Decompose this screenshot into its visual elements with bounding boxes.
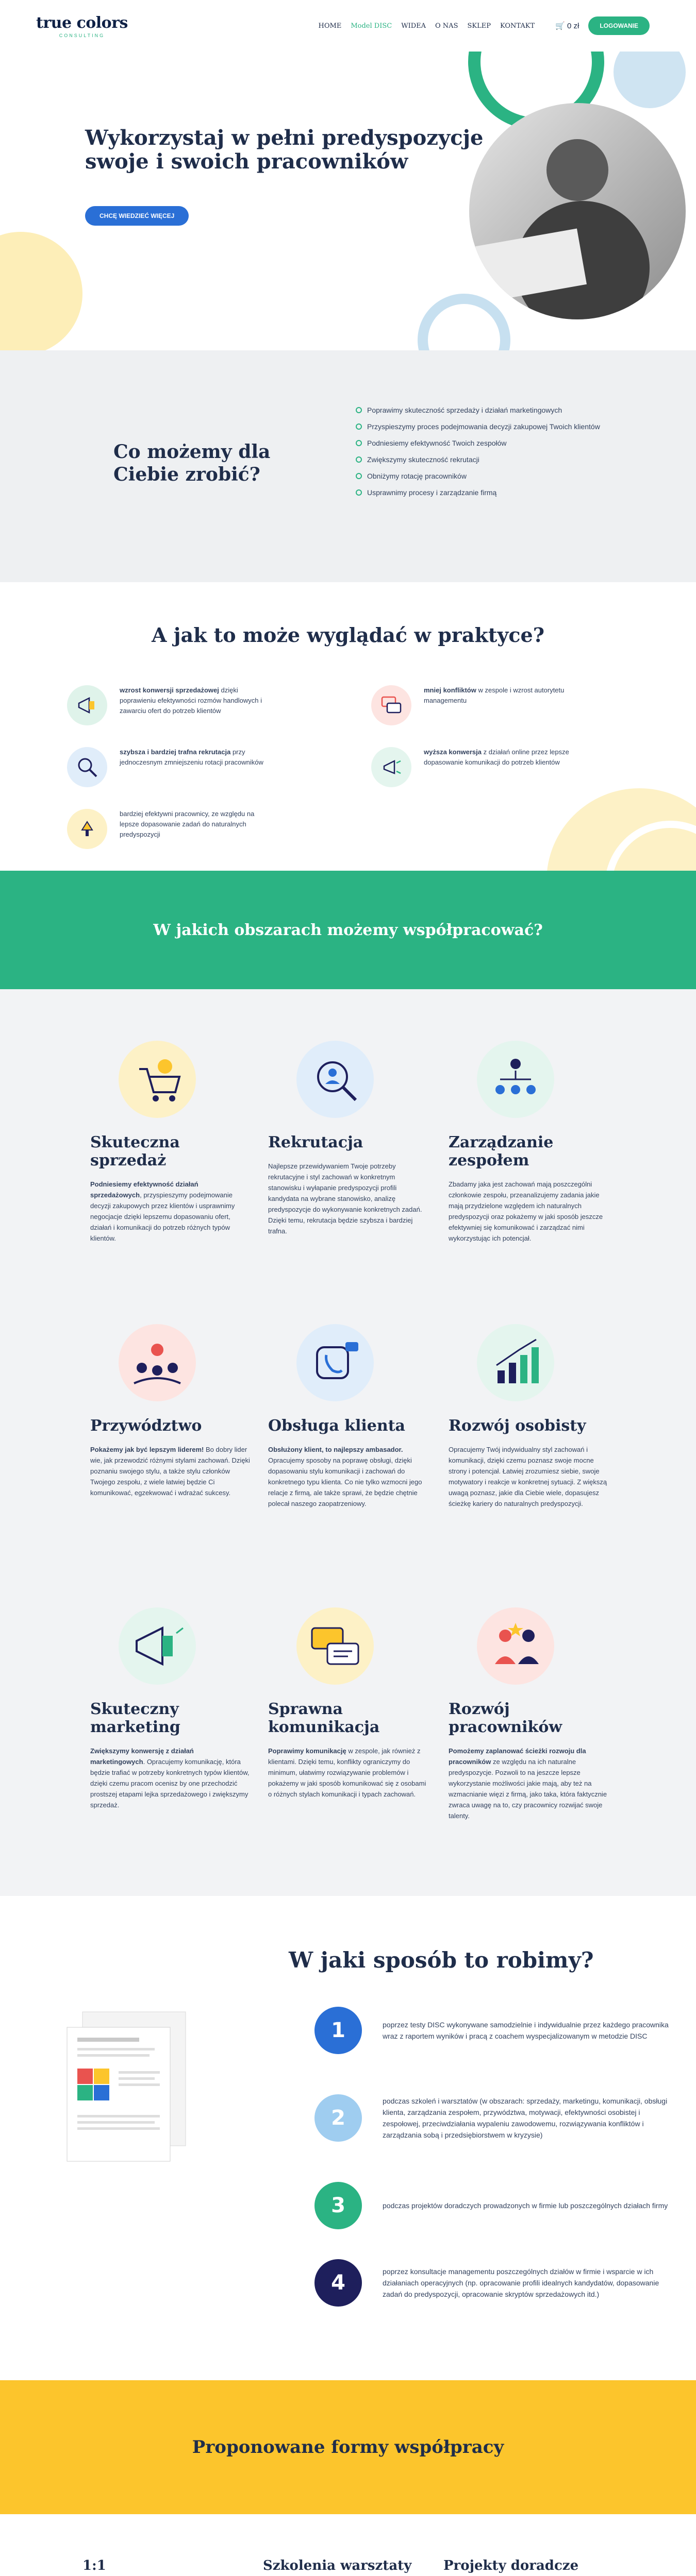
nav-sklep[interactable]: SKLEP (467, 22, 491, 30)
nav-home[interactable]: HOME (318, 22, 342, 30)
area-title: Obsługa klienta (268, 1417, 405, 1435)
cart-total: 0 zł (567, 22, 579, 30)
hero-section (0, 52, 696, 350)
form-column-title: Szkolenia warsztaty (263, 2558, 412, 2573)
form-column (263, 2558, 418, 2576)
logo[interactable] (36, 14, 128, 38)
area-card: Rekrutacja Najlepsze przewidywaniem Twoje potrzeby rekrutacyjne i styl zachowań w konkretnym stanowisku i wyłapanie predyspozycji profili kandydata na wybrane stanowisko, analizę predyspozycje do wykonywanie konkretnych zadań. Dzięki temu, rekrutacja będzie szybsza i bardziej trafna. (268, 1041, 428, 1236)
in-practice-title: A jak to może wyglądać w praktyce? (152, 623, 544, 647)
practice-item: wyższa konwersja z działań online przez lepsze dopasowanie komunikacji do potrzeb klientów (371, 747, 577, 787)
form-column (82, 2558, 237, 2576)
step-text: podczas projektów doradczych prowadzonych w firmie lub poszczególnych działach firmy (383, 2201, 668, 2210)
step-text: poprzez testy DISC wykonywane samodzielnie i indywidualnie przez każdego pracownika wraz z raportem wyników i pracą z coachem wyspecjalizowanym w metodzie DISC (383, 2021, 669, 2040)
login-button[interactable]: LOGOWANIE (588, 16, 650, 35)
nav-kontakt[interactable]: KONTAKT (500, 22, 535, 30)
area-title: Rekrutacja (268, 1133, 363, 1151)
growth-chart-icon (477, 1324, 554, 1401)
form-column-title: 1:1 (82, 2558, 106, 2573)
how-we-do-it-section (0, 1896, 696, 2380)
step-text: podczas szkoleń i warsztatów (w obszarach: sprzedaży, marketingu, komunikacji, obsługi klienta, zarządzania zespołem, przywództwa, motywacji, efektywności osobistej i zespołowej, przeciwdziałania wypaleniu zawodowemu, rozwiązywania konfliktów i zarządzania sobą i przedsiębiorstwem w kryzysie) (383, 2097, 668, 2139)
megaphone-icon (119, 1607, 196, 1685)
logo-subtext: CONSULTING (59, 32, 105, 38)
area-title: Skuteczna sprzedaż (90, 1133, 180, 1170)
list-item: Przyspieszymy proces podejmowania decyzji zakupowej Twoich klientów (356, 421, 624, 432)
form-column-title: Projekty doradcze (443, 2558, 579, 2573)
area-card: Skuteczna sprzedaż Podniesiemy efektywność działań sprzedażowych, przyspieszymy podejmowanie decyzji zakupowych przez klientów i usprawnimy negocjacje dzięki lepszemu dopasowaniu ofert, działań i komunikacji do potrzeb różnych typów klientów. (90, 1041, 250, 1244)
practice-item: mniej konfliktów w zespole i wzrost autorytetu managementu (371, 685, 577, 725)
what-we-can-do-title: Co możemy dla Ciebie zrobić? (113, 441, 271, 485)
leader-group-icon (119, 1324, 196, 1401)
step-number: 4 (314, 2259, 362, 2307)
yellow-circle-decoration (0, 232, 82, 350)
nav-o-nas[interactable]: O NAS (435, 22, 458, 30)
megaphone-icon (67, 685, 107, 725)
lamp-icon (67, 809, 107, 849)
area-card: Obsługa klienta Obsłużony klient, to najlepszy ambasador. Opracujemy sposoby na poprawę obsługi, dzięki dopasowaniu stylu komunikacji i zachowań do konkretnego typu klienta. Co nie tylko wzmocni jego relacje z firmą, ale także sprawi, że będzie chętnie polecał naszego zaopatrzeniowy. (268, 1324, 428, 1509)
area-card: Rozwój pracowników Pomożemy zaplanować ścieżki rozwoju dla pracowników ze względu na ich naturalne predyspozycje. Pozwoli to na jeszcze lepsze wykorzystanie możliwości jakie mają, aby też na wzmacnianie więzi z firmą, jako taka, która faktycznie zwraca uwagę na to, czy pracownicy rozwijać swoje talenty. (449, 1607, 608, 1821)
how-step (314, 2259, 675, 2307)
what-we-can-do-section (0, 350, 696, 582)
area-card: Sprawna komunikacja Poprawimy komunikację w zespole, jak również z klientami. Dzięki temu, konflikty ograniczymy do minimum, ułatwimy rozwiązywanie problemów i pokażemy w jaki sposób komunikować się z osobami o różnych stylach komunikacji i typach zachowań. (268, 1607, 428, 1800)
cooperation-forms-section (0, 2514, 696, 2576)
employee-growth-icon (477, 1607, 554, 1685)
site-header (0, 0, 696, 52)
person-search-icon (296, 1041, 374, 1118)
area-card: Zarządzanie zespołem Zbadamy jaka jest zachowań mają poszczególni członkowie zespołu, przeanalizujemy zadania jakie mają przydzielone względem ich naturalnych predyspozycji oraz pokażemy w jaki sposób jeszcze efektywniej się komunikować i zarządzać nimi wykorzystując ich potencjał. (449, 1041, 608, 1244)
how-step (314, 2094, 675, 2142)
megaphone-online-icon (371, 747, 411, 787)
bullet-icon (356, 489, 362, 496)
nav-wiedza[interactable]: WIDEA (401, 22, 426, 30)
cart-icon: 🛒 (555, 22, 567, 30)
hero-title: Wykorzystaj w pełni predyspozycje swoje i swoich pracowników (85, 126, 484, 174)
area-card: Rozwój osobisty Opracujemy Twój indywidualny styl zachowań i komunikacji, dzięki czemu poznasz swoje mocne strony i potencjał. Łatwiej zrozumiesz siebie, swoje motywatory i reakcje w konkretnej sytuacji. Z większą uwagą poznasz, jakie dla Ciebie wiele, dopasujesz ścieżkę kariery do naturalnych predyspozycji. (449, 1324, 608, 1509)
area-card: Przywództwo Pokażemy jak być lepszym liderem! Bo dobry lider wie, jak przewodzić różnymi stylami zachowań. Dzięki poznaniu swojego stylu, a także stylu członków Twojego zespołu, z wiele łatwiej będzie Ci komunikować, egzekwować i wdrażać sukcesy. (90, 1324, 250, 1498)
list-item: Usprawnimy procesy i zarządzanie firmą (356, 487, 624, 498)
form-column (443, 2558, 598, 2576)
area-title: Rozwój osobisty (449, 1417, 586, 1435)
learn-more-button[interactable]: CHCĘ WIEDZIEĆ WIĘCEJ (85, 206, 189, 226)
how-step (314, 2007, 675, 2054)
step-number: 1 (314, 2007, 362, 2054)
shopping-cart-icon (119, 1041, 196, 1118)
areas-title: W jakich obszarach możemy współpracować? (153, 921, 543, 939)
area-title: Skuteczny marketing (90, 1700, 180, 1736)
blue-ring-decoration (423, 299, 505, 350)
practice-item: szybsza i bardziej trafna rekrutacja przy jednoczesnym zmniejszeniu rotacji pracowników (67, 747, 273, 787)
forms-header-band (0, 2380, 696, 2514)
how-step (314, 2182, 675, 2229)
magnifier-icon (67, 747, 107, 787)
list-item: Podniesiemy efektywność Twoich zespołów (356, 437, 624, 449)
how-title: W jaki sposób to robimy? (289, 1947, 594, 1973)
nav-model-disc[interactable]: Model DISC (351, 22, 392, 30)
speech-bubbles-icon (296, 1607, 374, 1685)
benefits-list (356, 404, 624, 503)
logo-text: true colors (36, 13, 128, 32)
areas-section (0, 989, 696, 1896)
area-card: Skuteczny marketing Zwiększymy konwersję z działań marketingowych. Opracujemy komunikację, która będzie trafiać w potrzeby konkretnych typów klientów, dzięki czemu pracom ocenisz by one przechodzić prostszej etapami lejka sprzedażowego i zwiększymy sprzedaż. (90, 1607, 250, 1810)
team-structure-icon (477, 1041, 554, 1118)
bullet-icon (356, 473, 362, 479)
step-number: 3 (314, 2182, 362, 2229)
main-nav (319, 22, 535, 30)
phone-support-icon (296, 1324, 374, 1401)
area-title: Sprawna komunikacja (268, 1700, 380, 1736)
forms-title: Proponowane formy współpracy (192, 2437, 504, 2458)
list-item: Obniżymy rotację pracowników (356, 470, 624, 482)
bullet-icon (356, 423, 362, 430)
practice-item: bardziej efektywni pracownicy, ze względu na lepsze dopasowanie zadań do naturalnych predyspozycji (67, 809, 273, 849)
cart-button[interactable] (555, 21, 579, 30)
practice-item: wzrost konwersji sprzedażowej dzięki poprawieniu efektywności rozmów handlowych i zawarciu ofert do potrzeb klientów (67, 685, 273, 725)
in-practice-section (0, 582, 696, 871)
light-blue-circle-decoration (614, 52, 686, 108)
yellow-circle-decoration (546, 788, 696, 871)
area-title: Przywództwo (90, 1417, 202, 1435)
area-title: Rozwój pracowników (449, 1700, 562, 1736)
bullet-icon (356, 456, 362, 463)
bullet-icon (356, 407, 362, 413)
disc-report-illustration (46, 2007, 201, 2172)
step-text: poprzez konsultacje managementu poszczególnych działów w firmie i wsparcie w ich działaniach operacyjnych (np. opracowanie profili idealnych kandydatów, dopasowanie zadań do predyspozycji, opracowanie skryptów sprzedażowych itd.) (383, 2267, 659, 2298)
areas-header-band (0, 871, 696, 989)
step-number: 2 (314, 2094, 362, 2142)
bullet-icon (356, 440, 362, 446)
area-title: Zarządzanie zespołem (449, 1133, 554, 1170)
list-item: Zwiększymy skuteczność rekrutacji (356, 454, 624, 465)
hero-photo (469, 103, 686, 319)
list-item: Poprawimy skuteczność sprzedaży i działań marketingowych (356, 404, 624, 416)
chat-bubbles-icon (371, 685, 411, 725)
